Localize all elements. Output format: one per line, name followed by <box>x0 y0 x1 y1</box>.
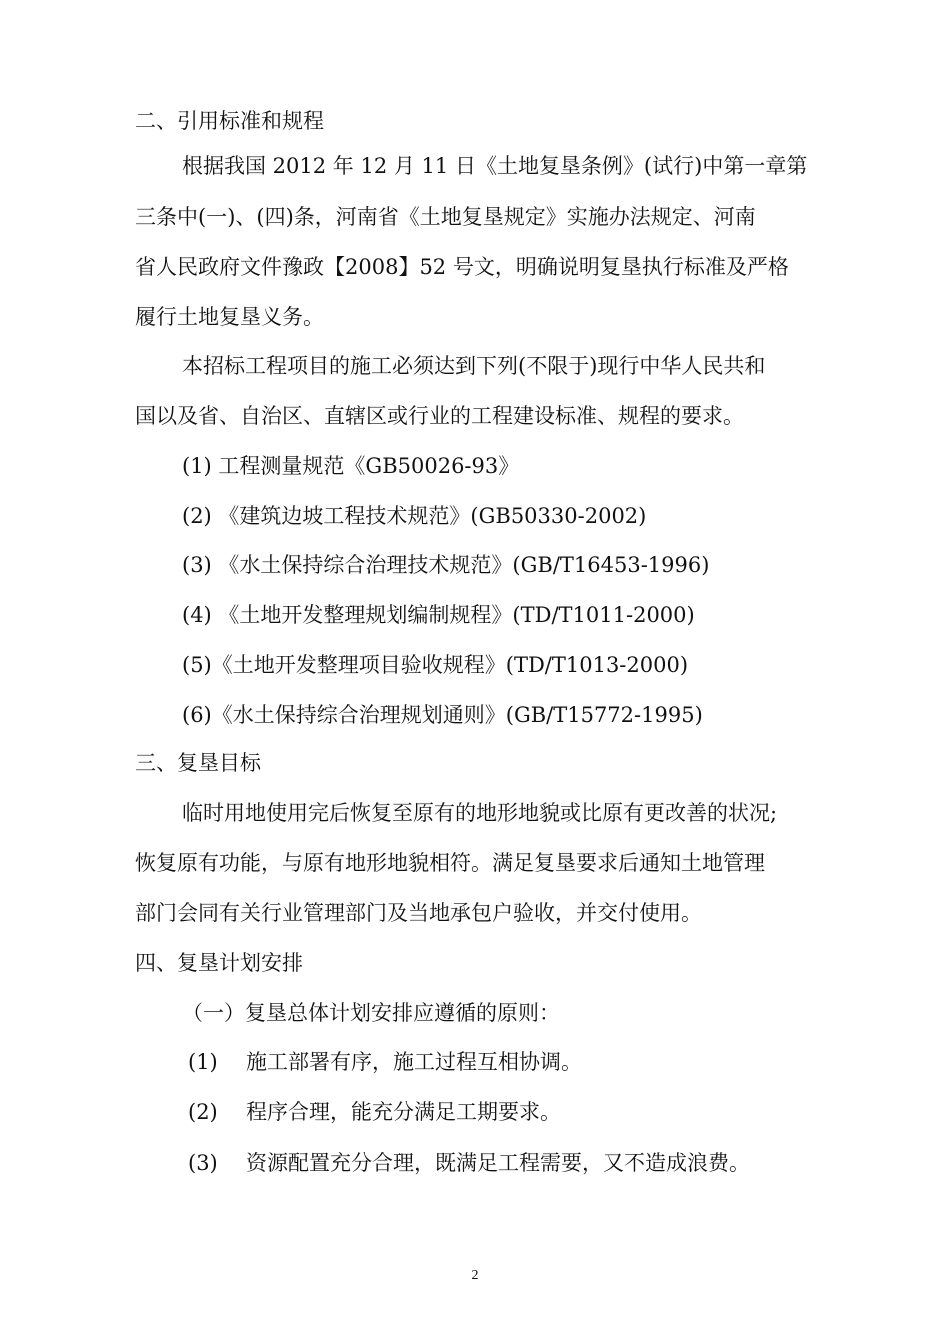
section-heading-standards: 二、引用标准和规程 <box>135 109 324 133</box>
principle-number: (1) <box>188 1050 218 1074</box>
standard-item: (3) 《水土保持综合治理技术规范》(GB/T16453-1996) <box>182 553 710 577</box>
principle-number: (3) <box>188 1151 218 1175</box>
principle-text: 施工部署有序，施工过程互相协调。 <box>246 1050 582 1074</box>
standard-item: (6)《水土保持综合治理规划通则》(GB/T15772-1995) <box>182 703 703 727</box>
paragraph-line: 省人民政府文件豫政【2008】52 号文，明确说明复垦执行标准及严格 <box>135 255 789 279</box>
principle-text: 资源配置充分合理，既满足工程需要，又不造成浪费。 <box>246 1151 750 1175</box>
standard-item: (5)《土地开发整理项目验收规程》(TD/T1013-2000) <box>182 653 689 677</box>
paragraph-line: 临时用地使用完后恢复至原有的地形地貌或比原有更改善的状况; <box>182 801 778 825</box>
paragraph-line: 恢复原有功能，与原有地形地貌相符。满足复垦要求后通知土地管理 <box>135 851 765 875</box>
standard-item: (2) 《建筑边坡工程技术规范》(GB50330-2002) <box>182 504 647 528</box>
paragraph-line: 部门会同有关行业管理部门及当地承包户验收，并交付使用。 <box>135 901 702 925</box>
paragraph-line: 三条中(一)、(四)条，河南省《土地复垦规定》实施办法规定、河南 <box>135 205 756 229</box>
paragraph-line: 根据我国 2012 年 12 月 11 日《土地复垦条例》(试行)中第一章第 <box>182 154 808 178</box>
principle-item <box>188 1099 561 1125</box>
page-number: 2 <box>471 1268 479 1283</box>
section-heading-plan: 四、复垦计划安排 <box>135 951 303 975</box>
principle-number: (2) <box>188 1100 218 1124</box>
principle-text: 程序合理，能充分满足工期要求。 <box>246 1100 561 1124</box>
paragraph-line: 履行土地复垦义务。 <box>135 305 324 329</box>
sub-heading: （一）复垦总体计划安排应遵循的原则： <box>182 1001 560 1025</box>
paragraph-line: 国以及省、自治区、直辖区或行业的工程建设标准、规程的要求。 <box>135 404 744 428</box>
standard-item: (4) 《土地开发整理规划编制规程》(TD/T1011-2000) <box>182 603 695 627</box>
paragraph-line: 本招标工程项目的施工必须达到下列(不限于)现行中华人民共和 <box>182 354 766 378</box>
principle-item <box>188 1150 750 1176</box>
standard-item: (1) 工程测量规范《GB50026-93》 <box>182 454 520 478</box>
section-heading-goal: 三、复垦目标 <box>135 751 261 775</box>
principle-item <box>188 1049 582 1075</box>
